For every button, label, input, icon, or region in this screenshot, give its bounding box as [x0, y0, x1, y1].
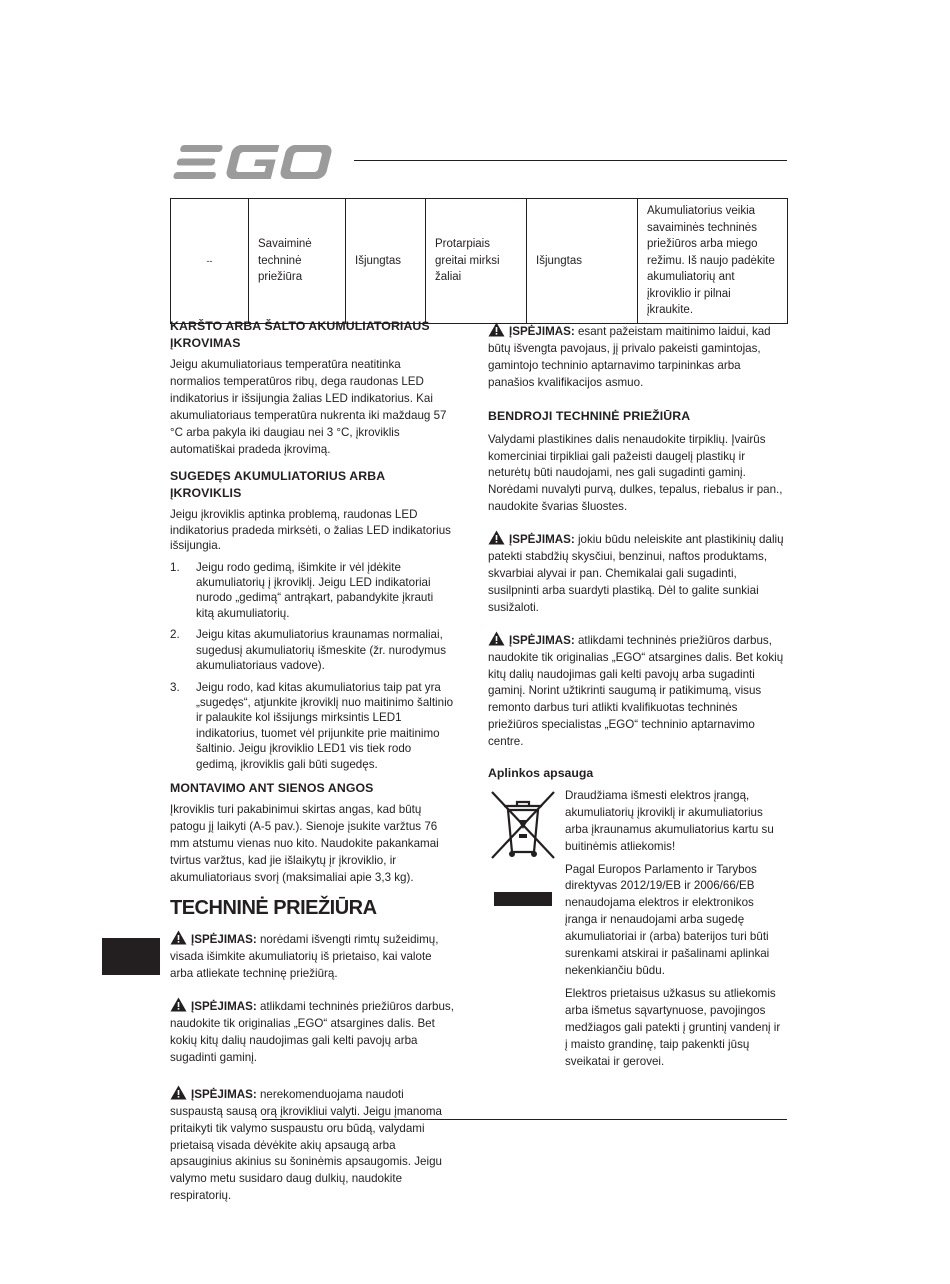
- warning-icon: [488, 322, 505, 337]
- warning-icon: [488, 631, 505, 646]
- table-cell: Akumuliatorius veikia savaiminės techninės priežiūros arba miego režimu. Iš naujo padėkite akumuliatorių ant įkroviklio ir pilnai įkraukite.: [638, 199, 788, 324]
- footer-rule: [262, 1119, 787, 1120]
- section-heading: Aplinkos apsauga: [488, 766, 594, 781]
- paragraph: Įkroviklis turi pakabinimui skirtas angas, kad būtų patogu jį laikyti (A-5 pav.). Sienoje įsukite varžtus 76 mm atstumu vienas nuo kito. Naudokite pakankamai tvirtus varžtus, kad jie išlaikytų įr įkroviklio, ir akumuliatoriaus svorį (maksimaliai apie 3,3 kg).: [170, 802, 439, 884]
- left-column: [170, 318, 454, 1215]
- warning-paragraph: ĮSPĖJIMAS: atlikdami techninės priežiūros darbus, naudokite tik originalias „EGO“ atsargines dalis. Bet kokių kitų dalių naudojimas gali kelti pavojų arba sugadinti gaminį.: [170, 997, 454, 1067]
- numbered-list: [170, 560, 454, 772]
- section-heading: SUGEDĘS AKUMULIATORIUS ARBA ĮKROVIKLIS: [170, 469, 385, 501]
- paragraph: Jeigu įkroviklis aptinka problemą, raudonas LED indikatorius pradeda mirksėti, o žalias LED indikatorius išsijungia.: [170, 508, 451, 553]
- header-rule: [354, 160, 787, 161]
- warning-icon: [170, 1085, 187, 1100]
- table-cell: --: [171, 199, 249, 324]
- table-cell: Išjungtas: [527, 199, 638, 324]
- chapter-tab: [102, 938, 160, 975]
- warning-icon: [170, 997, 187, 1012]
- chapter-title: TECHNINĖ PRIEŽIŪRA: [170, 897, 377, 920]
- paragraph: Pagal Europos Parlamento ir Tarybos direktyvas 2012/19/EB ir 2006/66/EB nenaudojama elektros ir elektronikos įranga ir nenaudojami arba sugedę akumuliatoriai ir (arba) baterijos turi būti surenkami atskirai ir pašalinami aplinkai nekenkiančiu būdu.: [565, 862, 770, 977]
- status-table: [170, 198, 788, 324]
- section-heading: MONTAVIMO ANT SIENOS ANGOS: [170, 780, 374, 795]
- paragraph: Elektros prietaisus užkasus su atliekomis arba išmetus sąvartynuose, pavojingos medžiagos gali patekti į gruntinį vandenį ir į maisto grandinę, taip pakenkti jūsų sveikatai ir gerovei.: [565, 986, 781, 1068]
- list-item: 2. Jeigu kitas akumuliatorius kraunamas normaliai, sugedusį akumuliatorių išmeskite (žr. nurodymus akumuliatoriaus vadove).: [170, 628, 447, 673]
- warning-paragraph: ĮSPĖJIMAS: norėdami išvengti rimtų sužeidimų, visada išimkite akumuliatorių iš prietaiso, kai valote arba atliekate techninę priežiūrą.: [170, 930, 454, 983]
- warning-paragraph: ĮSPĖJIMAS: esant pažeistam maitinimo laidui, kad būtų išvengta pavojaus, jį privalo pakeisti gamintojas, gamintojo techninio aptarnavimo tarpininkas arba panašios kvalifikacijos asmuo.: [488, 322, 786, 392]
- environment-text: [565, 788, 786, 1071]
- warning-paragraph: ĮSPĖJIMAS: nerekomenduojama naudoti suspaustą sausą orą įkrovikliui valyti. Jeigu įmanoma pritaikyti tik valymo suspaustu oru būdą, valydami prietaisą visada dėvėkite akių apsaugą arba apsauginius akinius su šoninėmis apsaugomis. Jeigu valymo metu susidaro daug dulkių, naudokite respiratorių.: [170, 1085, 454, 1205]
- table-cell: Išjungtas: [346, 199, 426, 324]
- warning-icon: [170, 930, 187, 945]
- warning-icon: [488, 530, 505, 545]
- environment-section: [488, 788, 786, 1071]
- table-cell: Protarpiais greitai mirksi žaliai: [426, 199, 527, 324]
- crossed-out-wheelie-bin-icon: [488, 788, 558, 888]
- warning-paragraph: ĮSPĖJIMAS: atlikdami techninės priežiūros darbus, naudokite tik originalias „EGO“ atsargines dalis. Bet kokių kitų dalių naudojimas gali kelti pavojų arba sugadinti gaminį. Norint užtikrinti saugumą ir patikimumą, visus remonto darbus turi atlikti kvalifikuotas techninės priežiūros specialistas „EGO“ techninio aptarnavimo centre.: [488, 631, 786, 751]
- paragraph: Valydami plastikines dalis nenaudokite tirpiklių. Įvairūs komerciniai tirpikliai gali pažeisti daugelį plastikų ir neturėtų būti naudojami, nes gali sugadinti gaminį. Norėdami nuvalyti purvą, dulkes, tepalus, riebalus ir pan., naudokite švarias šluostes.: [488, 432, 783, 514]
- list-item: 3. Jeigu rodo, kad kitas akumuliatorius taip pat yra „sugedęs“, atjunkite įkroviklį nuo maitinimo šaltinio ir palaukite kol išsijungs mirksintis LED1 indikatorius, tuomet vėl prijunkite prie maitinimo šaltinio. Jeigu įkroviklio LED1 vis tiek rodo gedimą, įkroviklis gali būti sugedęs.: [170, 680, 454, 771]
- paragraph: Draudžiama išmesti elektros įrangą, akumuliatorių įkroviklį ir akumuliatorius arba įkraunamus akumuliatorius kartu su buitinėmis atliekomis!: [565, 788, 774, 853]
- ego-logo: [170, 142, 338, 182]
- weee-bar: [494, 892, 552, 906]
- table-cell: Savaiminė techninė priežiūra: [249, 199, 346, 324]
- section-heading: BENDROJI TECHNINĖ PRIEŽIŪRA: [488, 408, 691, 423]
- table-row: [171, 199, 788, 324]
- paragraph: Jeigu akumuliatoriaus temperatūra neatitinka normalios temperatūros ribų, dega raudonas LED indikatorius ir išsijungia žalias LED indikatorius. Kai akumuliatoriaus temperatūra nukrenta iki maždaug 57 °C arba pakyla iki daugiau nei 3 °C, įkroviklis automatiškai pradeda įkrovimą.: [170, 358, 447, 456]
- list-item: 1. Jeigu rodo gedimą, išimkite ir vėl įdėkite akumuliatorių į įkroviklį. Jeigu LED indikatoriai nurodo „gedimą“ antrąkart, pabandykite įkrauti kitą akumuliatorių.: [170, 560, 434, 620]
- section-heading: KARŠTO ARBA ŠALTO AKUMULIATORIAUS ĮKROVIMAS: [170, 319, 430, 350]
- right-column: [488, 322, 786, 1080]
- warning-paragraph: ĮSPĖJIMAS: jokiu būdu neleiskite ant plastikinių dalių patekti stabdžių skysčiui, benzinui, naftos produktams, skvarbiai alyvai ir pan. Chemikalai gali sugadinti, susilpninti arba suardyti plastiką. Dėl to galite sunkiai susižaloti.: [488, 530, 786, 617]
